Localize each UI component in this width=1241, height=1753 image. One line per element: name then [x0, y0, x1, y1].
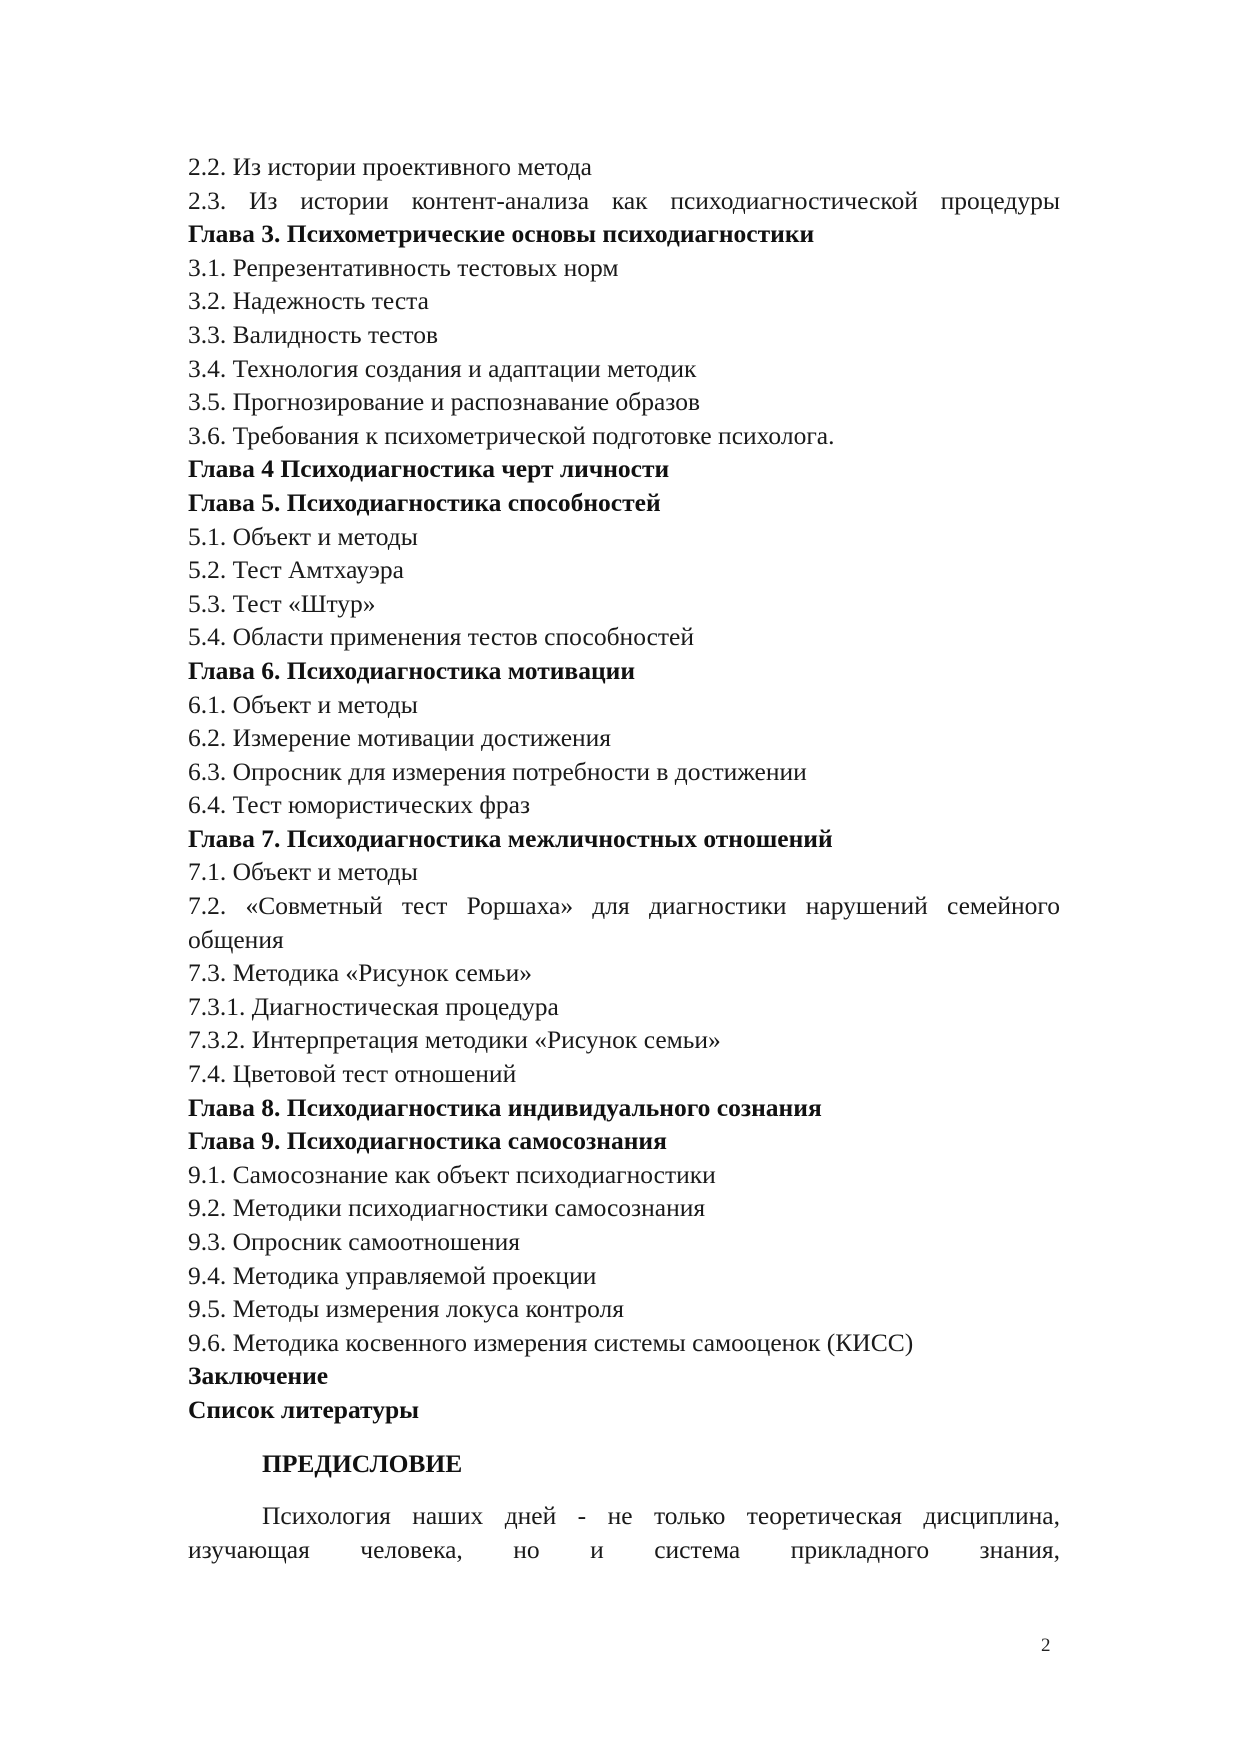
preface-paragraph: Психология наших дней - не только теоретическая дисциплина, изучающая человека, но и система прикладного знания, — [188, 1501, 1060, 1564]
toc-chapter: Глава 8. Психодиагностика индивидуального сознания — [188, 1092, 822, 1122]
toc-entry: 7.3. Методика «Рисунок семьи» — [188, 958, 533, 988]
toc-entry: 3.6. Требования к психометрической подготовке психолога. — [188, 420, 835, 450]
page-number: 2 — [1041, 1635, 1051, 1656]
toc-chapter: Глава 3. Психометрические основы психодиагностики — [188, 219, 815, 249]
toc-entry: 3.5. Прогнозирование и распознавание образов — [188, 387, 700, 417]
toc-entry: 3.3. Валидность тестов — [188, 319, 439, 349]
toc-conclusion: Заключение — [188, 1361, 329, 1391]
toc-entry: 9.3. Опросник самоотношения — [188, 1227, 520, 1256]
toc-entry: 5.2. Тест Амтхауэра — [188, 555, 404, 585]
toc-entry: 7.3.1. Диагностическая процедура — [188, 991, 559, 1021]
toc-entry: 6.2. Измерение мотивации достижения — [188, 723, 612, 753]
toc-entry: 7.3.2. Интерпретация методики «Рисунок семьи» — [188, 1025, 721, 1055]
toc-entry: 2.3. Из истории контент-анализа как психодиагностической процедуры — [188, 185, 1060, 215]
toc-entry: 3.1. Репрезентативность тестовых норм — [188, 252, 619, 282]
toc-entry: 9.6. Методика косвенного измерения системы самооценок (КИСС) — [188, 1327, 914, 1357]
toc-entry: 6.4. Тест юмористических фраз — [188, 790, 531, 820]
toc-entry: 3.4. Технология создания и адаптации методик — [188, 353, 697, 383]
toc-entry: 3.2. Надежность теста — [188, 286, 429, 316]
toc-entry: 6.1. Объект и методы — [188, 689, 418, 719]
toc-entry: 2.2. Из истории проективного метода — [188, 152, 593, 181]
toc-references: Список литературы — [188, 1394, 420, 1424]
toc-entry: 5.4. Области применения тестов способностей — [188, 622, 695, 652]
toc-chapter: Глава 5. Психодиагностика способностей — [188, 487, 661, 517]
toc-chapter: Глава 7. Психодиагностика межличностных отношений — [188, 823, 833, 853]
toc-entry: 9.5. Методы измерения локуса контроля — [188, 1294, 625, 1324]
toc-entry: 9.2. Методики психодиагностики самосознания — [188, 1193, 706, 1223]
toc-chapter: Глава 6. Психодиагностика мотивации — [188, 655, 636, 685]
toc-entry: 7.1. Объект и методы — [188, 857, 418, 887]
toc-entry: 5.1. Объект и методы — [188, 521, 418, 551]
toc-entry: 7.2. «Совметный тест Роршаха» для диагностики нарушений семейного общения — [188, 891, 1060, 954]
toc-entry: 9.1. Самосознание как объект психодиагностики — [188, 1159, 716, 1189]
toc-entry: 6.3. Опросник для измерения потребности в достижении — [188, 756, 807, 786]
toc-entry: 9.4. Методика управляемой проекции — [188, 1260, 597, 1290]
preface-title: ПРЕДИСЛОВИЕ — [262, 1448, 463, 1478]
page-content — [188, 150, 1060, 1566]
toc-chapter: Глава 4 Психодиагностика черт личности — [188, 454, 670, 484]
toc-chapter: Глава 9. Психодиагностика самосознания — [188, 1126, 667, 1156]
toc-entry: 7.4. Цветовой тест отношений — [188, 1059, 517, 1089]
toc-entry: 5.3. Тест «Штур» — [188, 588, 376, 618]
